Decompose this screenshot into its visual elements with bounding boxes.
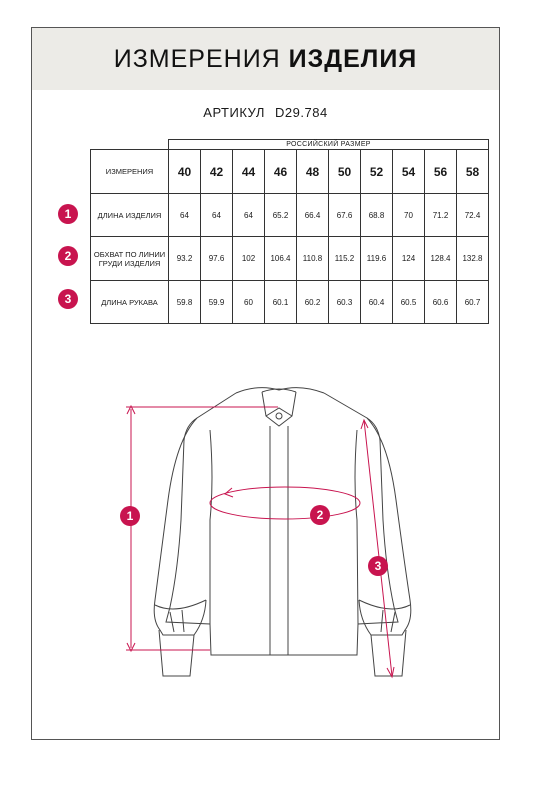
size-header: 52 [361,150,393,194]
length-marker: 1 [120,506,140,526]
size-header: 44 [233,150,265,194]
size-header: 56 [425,150,457,194]
table-cell: 132.8 [457,237,489,281]
row-number-badge: 2 [58,246,78,266]
article-code: D29.784 [275,105,328,120]
table-cell: 64 [169,194,201,237]
table-cell: 128.4 [425,237,457,281]
row-label: ДЛИНА ИЗДЕЛИЯ [91,194,169,237]
table-cell: 59.8 [169,281,201,324]
table-cell: 65.2 [265,194,297,237]
measurement-column-header: ИЗМЕРЕНИЯ [91,150,169,194]
table-cell: 66.4 [297,194,329,237]
size-header: 58 [457,150,489,194]
size-header: 54 [393,150,425,194]
measurement-lines [126,406,394,677]
row-label: ДЛИНА РУКАВА [91,281,169,324]
table-cell: 102 [233,237,265,281]
table-cell: 93.2 [169,237,201,281]
row-number-badge: 1 [58,204,78,224]
table-cell: 71.2 [425,194,457,237]
size-group-header: РОССИЙСКИЙ РАЗМЕР [169,140,489,150]
title-bold: ИЗДЕЛИЯ [288,45,418,73]
article-label: АРТИКУЛ [203,105,265,120]
title-light: ИЗМЕРЕНИЯ [113,45,281,73]
table-cell: 64 [201,194,233,237]
collar-button [276,413,282,419]
table-cell: 60.7 [457,281,489,324]
size-header: 42 [201,150,233,194]
sleeve-marker: 3 [368,556,388,576]
table-cell: 70 [393,194,425,237]
size-header: 40 [169,150,201,194]
row-number-badge: 3 [58,289,78,309]
table-cell: 60.4 [361,281,393,324]
table-cell: 60 [233,281,265,324]
table-cell: 72.4 [457,194,489,237]
chest-marker: 2 [310,505,330,525]
table-cell: 110.8 [297,237,329,281]
table-cell: 60.6 [425,281,457,324]
table-cell: 60.5 [393,281,425,324]
table-cell: 60.3 [329,281,361,324]
table-cell: 59.9 [201,281,233,324]
shirt-outline [154,388,411,676]
table-cell: 64 [233,194,265,237]
table-cell: 106.4 [265,237,297,281]
row-label: ОБХВАТ ПО ЛИНИИ ГРУДИ ИЗДЕЛИЯ [91,237,169,281]
size-header: 46 [265,150,297,194]
size-header: 50 [329,150,361,194]
table-cell: 115.2 [329,237,361,281]
table-cell: 67.6 [329,194,361,237]
table-cell: 68.8 [361,194,393,237]
table-cell: 60.2 [297,281,329,324]
table-cell: 60.1 [265,281,297,324]
table-cell: 124 [393,237,425,281]
table-cell: 119.6 [361,237,393,281]
chest-ellipse [210,487,360,519]
size-header: 48 [297,150,329,194]
table-cell: 97.6 [201,237,233,281]
